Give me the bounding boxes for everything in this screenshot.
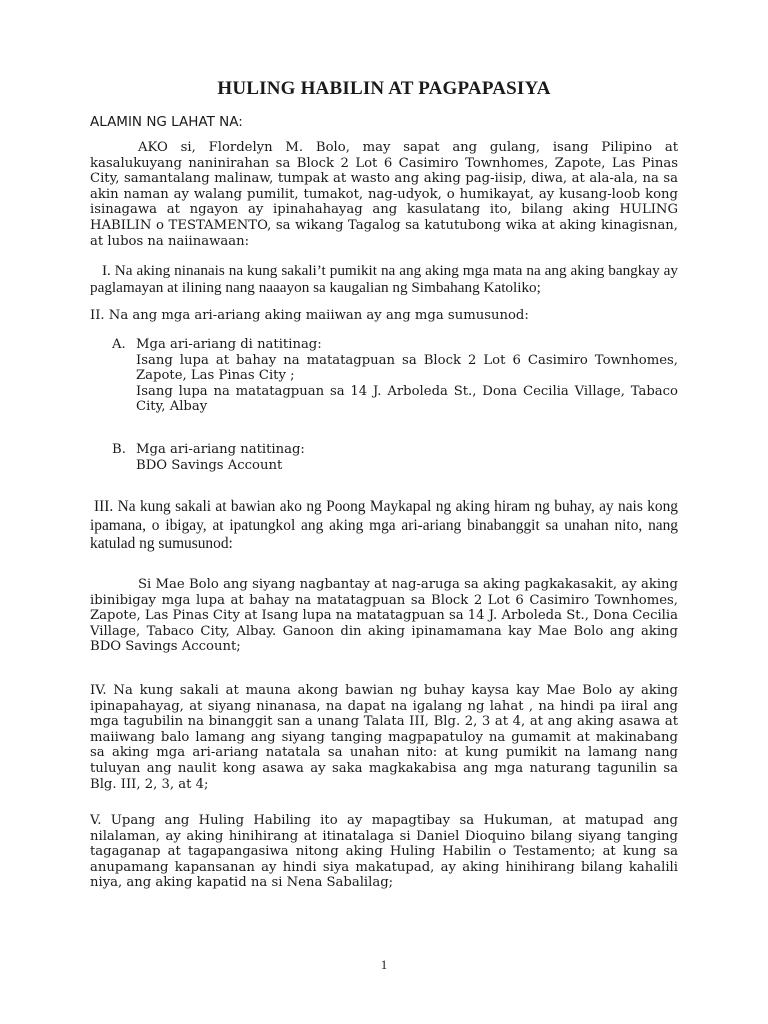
list-body-a (136, 337, 678, 415)
page-number: 1 (380, 957, 388, 972)
intro-paragraph: AKO si, Flordelyn M. Bolo, may sapat ang gulang, isang Pilipino at kasalukuyang naninirahan sa Block 2 Lot 6 Casimiro Townhomes, Zapote, Las Pinas City, samantalang malinaw, tumpak at wasto ang aking pag-iisip, diwa, at ala-ala, na sa akin naman ay walang pumilit, tumakot, nag-udyok, o humikayat, ay kusang-loob kong isinagawa at ngayon ay ipinahahayag ang kasulatang ito, bilang aking HULING HABILIN o TESTAMENTO, sa wikang Tagalog sa katutubong wika at aking kinagisnan, at lubos na naiinawaan: (90, 140, 678, 249)
list-marker-b: B. (112, 442, 126, 457)
section-2-paragraph: II. Na ang mga ari-ariang aking maiiwan ay ang mga sumusunod: (90, 308, 529, 323)
section-4-paragraph: IV. Na kung sakali at mauna akong bawian ng buhay kaysa kay Mae Bolo ay aking ipinapahayag, at siyang ninanasa, na dapat na igalang ng lahat , na hindi pa iiral ang mga tagubilin na binanggit san a unang Talata III, Blg. 2, 3 at 4, at ang aking asawa at maiiwang balo lamang ang siyang tanging magpapatuloy na gumamit at makinabang sa aking mga ari-ariang natatala sa unahan nito: at kung pumikit na lamang nang tuluyan ang naulit kong asawa ay saka magkakabisa ang mga naturang tagunilin sa Blg. III, 2, 3, at 4; (90, 683, 678, 792)
document-page (90, 0, 678, 1024)
list-marker-a: A. (112, 337, 126, 352)
list-a-item-2: Isang lupa na matatagpuan sa 14 J. Arboleda St., Dona Cecilia Village, Tabaco City, Albay (136, 383, 678, 415)
list-item-a (112, 337, 678, 415)
list-body-b (136, 442, 678, 473)
list-a-heading: Mga ari-ariang di natitinag: (136, 337, 322, 352)
opening-heading: ALAMIN NG LAHAT NA: (90, 114, 243, 130)
list-a-item-1: Isang lupa at bahay na matatagpuan sa Block 2 Lot 6 Casimiro Townhomes, Zapote, Las Pinas City ; (136, 352, 678, 384)
list-b-heading: Mga ari-ariang natitinag: (136, 442, 305, 457)
list-b-item-1: BDO Savings Account (136, 457, 283, 473)
section-3-detail-paragraph: Si Mae Bolo ang siyang nagbantay at nag-aruga sa aking pagkakasakit, ay aking ibinibigay mga lupa at bahay na matatagpuan sa Block 2 Lot 6 Casimiro Townhomes, Zapote, Las Pinas City at Isang lupa na matatagpuan sa 14 J. Arboleda St., Dona Cecilia Village, Tabaco City, Albay. Ganoon din aking ipinamamana kay Mae Bolo ang aking BDO Savings Account; (90, 577, 678, 655)
section-5-paragraph: V. Upang ang Huling Habiling ito ay mapagtibay sa Hukuman, at matupad ang nilalaman, ay aking hinihirang at itinatalaga si Daniel Dioquino bilang siyang tanging tagaganap at tagapangasiwa nitong aking Huling Habilin o Testamento; at kung sa anupamang kapansanan ay hindi siya makatupad, ay aking hinihirang bilang kahalili niya, ang aking kapatid na si Nena Sabalilag; (90, 813, 678, 891)
section-1-paragraph: I. Na aking ninanais na kung sakali’t pumikit na ang aking mga mata na ang aking bangkay ay paglamayan at ilining nang naaayon sa kaugalian ng Simbahang Katoliko; (90, 262, 678, 296)
list-item-b (112, 442, 678, 473)
section-3-paragraph: III. Na kung sakali at bawian ako ng Poong Maykapal ng aking hiram ng buhay, ay nais kong ipamana, o ibigay, at ipatungkol ang aking mga ari-ariang binabanggit sa unahan nito, nang katulad ng sumusunod: (90, 498, 678, 553)
document-title: HULING HABILIN AT PAGPAPASIYA (217, 78, 551, 99)
